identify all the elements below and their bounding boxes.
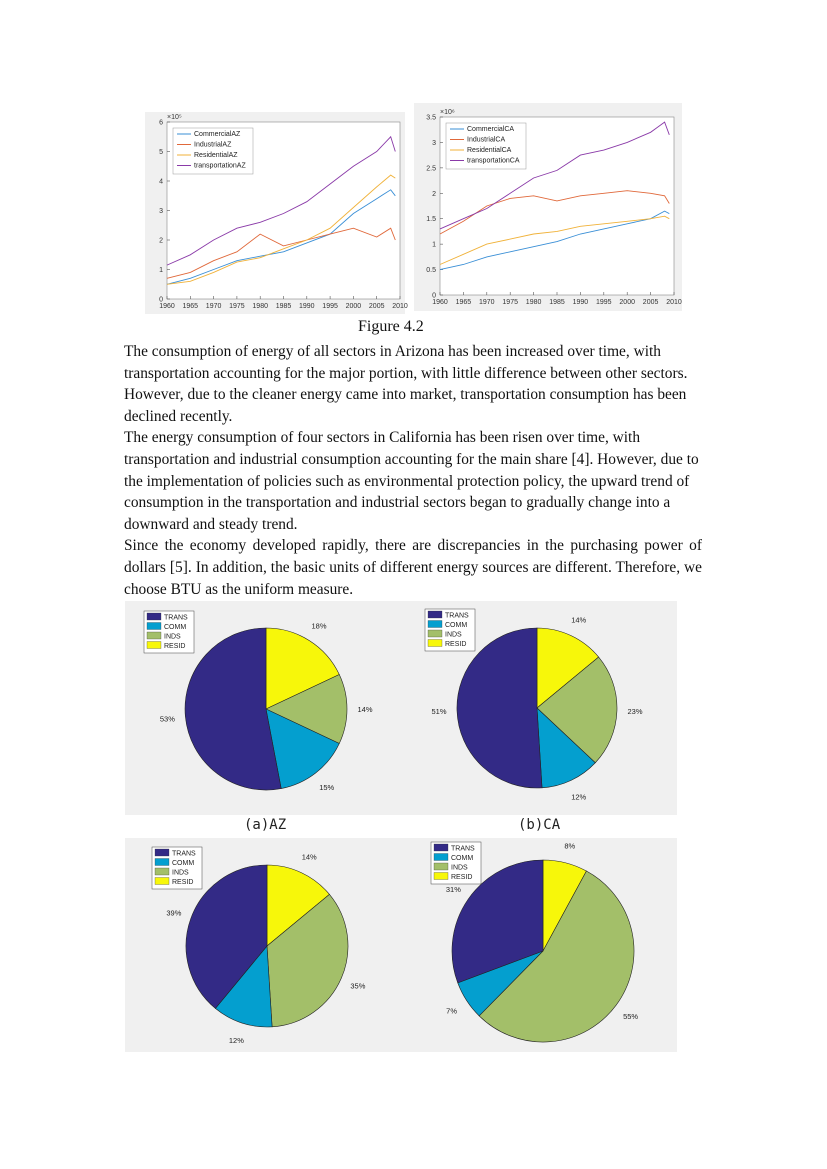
x-tick-label: 2005	[642, 299, 659, 306]
pie-label: 7%	[446, 1006, 458, 1016]
legend-swatch	[434, 863, 448, 870]
x-tick-label: 1990	[572, 299, 589, 306]
legend-label: RESID	[164, 643, 186, 650]
pie-label: 35%	[350, 981, 366, 991]
legend-label: TRANS	[451, 845, 475, 853]
x-tick-label: 1980	[252, 303, 268, 310]
paragraph-ca: The energy consumption of four sectors in California has been risen over time, with transportation and industrial consumption accounting for the main share [4]. However, due to the implementation of policies such as environmental protection policy, the upward trend of consumption in the transportation and industrial sectors began to gradually change into a downward and steady trend.	[124, 429, 699, 533]
y-tick-label: 2	[159, 237, 163, 245]
legend-label: INDS	[164, 633, 181, 641]
y-tick-label: 3	[432, 139, 436, 147]
y-tick-label: 0	[159, 296, 163, 304]
legend-label: TRANS	[445, 612, 469, 620]
legend-label: INDS	[172, 869, 189, 877]
legend-label: CommercialAZ	[194, 131, 241, 138]
y-tick-label: 3.5	[426, 114, 436, 122]
y-tick-label: 0	[432, 292, 436, 300]
legend-label: IndustrialCA	[467, 136, 506, 144]
pie-d-panel	[415, 838, 677, 1052]
legend-swatch	[428, 621, 442, 628]
legend-label: COMM	[164, 624, 187, 631]
pie-label: 14%	[301, 852, 317, 862]
subcaption-az: (a)AZ	[244, 817, 287, 833]
pie-label: 12%	[228, 1036, 244, 1046]
axis-exponent: ×10⁵	[167, 114, 182, 121]
legend-swatch	[434, 873, 448, 880]
legend-label: transportationCA	[467, 157, 520, 165]
y-tick-label: 4	[159, 178, 163, 186]
pie-label: 23%	[627, 707, 643, 717]
pie-label: 14%	[571, 615, 587, 625]
x-tick-label: 1980	[525, 299, 542, 306]
figure-caption: Figure 4.2	[358, 318, 424, 335]
y-tick-label: 2	[432, 190, 436, 198]
legend-swatch	[155, 849, 169, 856]
x-tick-label: 2000	[619, 299, 635, 306]
x-tick-label: 1985	[549, 299, 565, 306]
paragraph-btu: Since the economy developed rapidly, there are discrepancies in the purchasing power of dollars [5]. In addition, the basic units of different energy sources are different. Therefore, we choose BTU as the uniform measure.	[124, 537, 702, 598]
legend-swatch	[428, 630, 442, 637]
axis-exponent: ×10⁶	[440, 109, 455, 116]
paragraph-az: The consumption of energy of all sectors in Arizona has been increased over time, with transportation accounting for the major portion, with little difference between other sectors. However, due to the cleaner energy came into market, transportation consumption has been declined recently.	[124, 343, 688, 425]
legend-swatch	[155, 859, 169, 866]
legend-label: COMM	[172, 860, 195, 867]
pie-label: 8%	[564, 841, 576, 851]
x-tick-label: 2010	[666, 299, 682, 306]
x-tick-label: 1960	[159, 303, 175, 310]
y-tick-label: 0.5	[426, 267, 436, 275]
legend-label: TRANS	[164, 614, 188, 622]
legend-swatch	[434, 854, 448, 861]
pie-slice-trans	[457, 628, 542, 788]
legend-swatch	[147, 623, 161, 630]
legend-swatch	[428, 640, 442, 647]
pie-label: 12%	[571, 792, 587, 802]
x-tick-label: 1970	[479, 299, 495, 306]
legend-swatch	[147, 632, 161, 639]
x-tick-label: 2005	[368, 303, 385, 310]
y-tick-label: 3	[159, 208, 163, 215]
pie-chart-d	[415, 838, 677, 1052]
legend-swatch	[147, 613, 161, 620]
legend-label: INDS	[451, 864, 468, 872]
pie-label: 51%	[431, 707, 447, 717]
x-tick-label: 1975	[229, 303, 245, 310]
y-tick-label: 2.5	[426, 165, 436, 173]
x-tick-label: 1965	[182, 303, 199, 310]
pie-label: 18%	[311, 621, 327, 631]
body-text	[124, 341, 702, 600]
x-tick-label: 1995	[322, 303, 338, 310]
pie-label: 31%	[445, 884, 461, 894]
pie-label: 15%	[319, 783, 335, 793]
legend-swatch	[428, 611, 442, 618]
legend-label: INDS	[445, 631, 462, 639]
pie-chart-az	[125, 601, 415, 815]
pie-label: 14%	[357, 705, 373, 714]
pie-ca-panel	[415, 601, 677, 815]
x-tick-label: 2010	[392, 303, 408, 310]
y-tick-label: 6	[159, 119, 163, 127]
x-tick-label: 2000	[345, 303, 362, 310]
legend-label: CommercialCA	[467, 126, 515, 133]
pie-label: 55%	[623, 1011, 639, 1021]
legend-swatch	[434, 844, 448, 851]
legend-label: RESID	[451, 874, 473, 881]
legend-label: TRANS	[172, 850, 196, 858]
az-line-chart-panel	[145, 112, 408, 314]
legend-label: transportationAZ	[194, 162, 246, 170]
x-tick-label: 1960	[432, 299, 448, 306]
pie-chart-ca	[415, 601, 677, 815]
pie-az-panel	[125, 601, 415, 815]
ca-line-chart	[414, 103, 682, 311]
legend-swatch	[155, 868, 169, 875]
y-tick-label: 1	[159, 267, 163, 274]
x-tick-label: 1995	[596, 299, 612, 306]
pie-label: 39%	[166, 908, 182, 918]
y-tick-label: 1.5	[426, 216, 436, 224]
x-tick-label: 1965	[455, 299, 472, 306]
pie-label: 53%	[159, 714, 175, 724]
x-tick-label: 1985	[275, 303, 292, 310]
x-tick-label: 1975	[502, 299, 518, 306]
y-tick-label: 1	[432, 241, 436, 249]
ca-line-chart-panel	[414, 103, 682, 311]
legend-label: IndustrialAZ	[194, 141, 232, 149]
pie-chart-c	[125, 838, 415, 1052]
pie-c-panel	[125, 838, 415, 1052]
x-tick-label: 1970	[205, 303, 222, 310]
x-tick-label: 1990	[299, 303, 315, 310]
legend-label: RESID	[172, 879, 194, 886]
legend-label: COMM	[451, 855, 474, 862]
subcaption-ca: (b)CA	[518, 817, 561, 833]
legend-label: COMM	[445, 622, 468, 629]
legend-label: RESID	[445, 641, 467, 648]
legend-swatch	[147, 642, 161, 649]
legend-label: ResidentialCA	[467, 147, 512, 154]
az-line-chart	[145, 112, 408, 314]
legend-label: ResidentialAZ	[194, 152, 238, 159]
legend-swatch	[155, 878, 169, 885]
y-tick-label: 5	[159, 149, 163, 156]
